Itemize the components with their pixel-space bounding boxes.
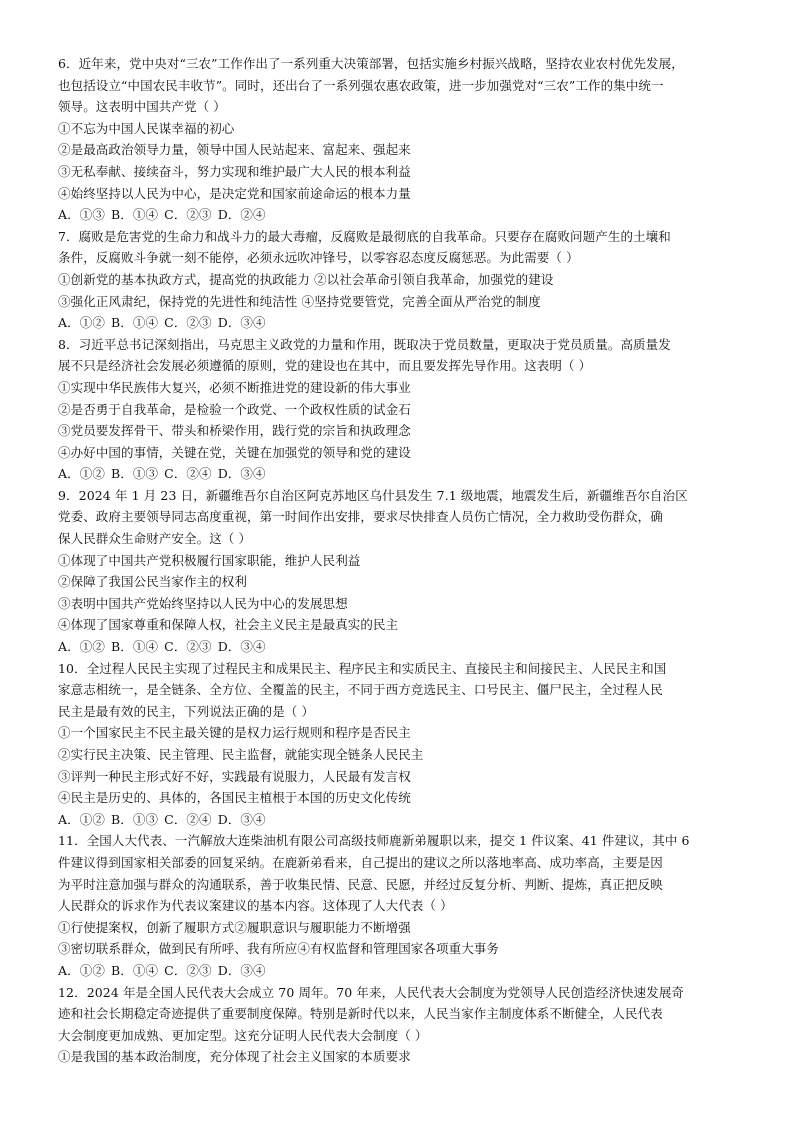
question-stem-line: 展不只是经济社会发展必须遵循的原则，党的建设也在其中，而且要发挥先导作用。这表明（ ）: [58, 358, 592, 374]
option-item: ①创新党的基本执政方式，提高党的执政能力 ②以社会革命引领自我革命，加强党的建设: [58, 271, 554, 287]
question-8: [58, 334, 749, 485]
option-item: ④始终坚持以人民为中心，是决定党和国家前途命运的根本力量: [58, 185, 411, 201]
question-stem-line: 保人民群众生命财产安全。这（ ）: [58, 531, 252, 547]
question-12: [58, 982, 749, 1068]
question-stem-line: 10．全过程人民民主实现了过程民主和成果民主、程序民主和实质民主、直接民主和间接民主、人民民主和国: [58, 660, 667, 676]
question-stem-line: 为平时注意加强与群众的沟通联系，善于收集民情、民意、民愿，并经过反复分析、判断、提炼，真正把反映: [58, 876, 663, 892]
option-item: ③评判一种民主形式好不好，实践最有说服力，人民最有发言权: [58, 768, 411, 784]
option-item: ②是最高政治领导力量，领导中国人民站起来、富起来、强起来: [58, 142, 411, 158]
option-item: ②是否勇于自我革命，是检验一个政党、一个政权性质的试金石: [58, 401, 411, 417]
option-item: ②实行民主决策、民主管理、民主监督，就能实现全链条人民民主: [58, 747, 424, 762]
question-stem-line: 大会制度更加成熟、更加定型。这充分证明人民代表大会制度（ ）: [58, 1027, 428, 1043]
question-7: [58, 226, 749, 334]
question-stem-line: 领导。这表明中国共产党（ ）: [58, 99, 226, 115]
answer-choices: A．①② B．①④ C．②③ D．③④: [58, 962, 266, 978]
question-stem-line: 党委、政府主要领导同志高度重视，第一时间作出安排，要求尽快排查人员伤亡情况，全力救助受伤群众，确: [58, 509, 663, 525]
option-item: ④体现了国家尊重和保障人权，社会主义民主是最真实的民主: [58, 617, 399, 633]
question-stem-line: 人民群众的诉求作为代表议案建议的基本内容。这体现了人大代表（ ）: [58, 898, 453, 914]
option-item: ①实现中华民族伟大复兴，必须不断推进党的建设新的伟大事业: [58, 379, 411, 395]
question-9: [58, 485, 749, 658]
option-item: ③密切联系群众，做到民有所呼、我有所应④有权监督和管理国家各项重大事务: [58, 941, 500, 957]
question-11: [58, 830, 749, 981]
answer-choices: A．①② B．①④ C．②③ D．③④: [58, 639, 266, 655]
answer-choices: A．①② B．①③ C．②④ D．③④: [58, 811, 266, 827]
question-stem-line: 6．近年来，党中央对“三农”工作作出了一系列重大决策部署，包括实施乡村振兴战略，坚持农业农村优先发展，: [58, 56, 684, 71]
answer-choices: A．①② B．①③ C．②④ D．③④: [58, 466, 266, 482]
option-item: ①不忘为中国人民谋幸福的初心: [58, 120, 235, 136]
option-item: ③表明中国共产党始终坚持以人民为中心的发展思想: [58, 595, 348, 611]
question-stem-line: 7．腐败是危害党的生命力和战斗力的最大毒瘤，反腐败是最彻底的自我革命。只要存在腐败问题产生的土壤和: [58, 228, 671, 244]
question-stem-line: 9．2024 年 1 月 23 日，新疆维吾尔自治区阿克苏地区乌什县发生 7.1 级地震，地震发生后，新疆维吾尔自治区: [58, 487, 688, 503]
option-item: ①一个国家民主不民主最关键的是权力运行规则和程序是否民主: [58, 725, 411, 741]
option-item: ④民主是历史的、具体的，各国民主植根于本国的历史文化传统: [58, 790, 411, 806]
question-stem-line: 8．习近平总书记深刻指出，马克思主义政党的力量和作用，既取决于党员数量，更取决于党员质量。高质量发: [58, 336, 671, 352]
question-stem-line: 也包括设立“中国农民丰收节”。同时，还出台了一系列强农惠农政策，进一步加强党对“三农”工作的集中统一: [58, 77, 664, 93]
option-item: ②保障了我国公民当家作主的权利: [58, 574, 248, 590]
option-item: ①体现了中国共产党积极履行国家职能，维护人民利益: [58, 552, 361, 568]
answer-choices: A．①② B．①④ C．②③ D．③④: [58, 315, 266, 331]
answer-choices: A．①③ B．①④ C．②③ D．②④: [58, 207, 266, 223]
option-item: ③党员要发挥骨干、带头和桥梁作用，践行党的宗旨和执政理念: [58, 423, 411, 439]
question-stem-line: 家意志相统一，是全链条、全方位、全覆盖的民主，不同于西方竞选民主、口号民主、僵尸民主，全过程人民: [58, 682, 663, 698]
question-stem-line: 11．全国人大代表、一汽解放大连柴油机有限公司高级技师鹿新弟履职以来，提交 1 件议案、41 件建议，其中 6: [58, 833, 690, 849]
question-stem-line: 民主是最有效的民主，下列说法正确的是（ ）: [58, 703, 315, 719]
question-stem-line: 件建议得到国家相关部委的回复采纳。在鹿新弟看来，自己提出的建议之所以落地率高、成功率高，主要是因: [58, 854, 663, 870]
option-item: ③无私奉献、接续奋斗，努力实现和维护最广大人民的根本利益: [58, 163, 411, 179]
question-10: [58, 658, 749, 831]
question-stem-line: 条件，反腐败斗争就一刻不能停，必须永远吹冲锋号，以零容忍态度反腐惩恶。为此需要（ ）: [58, 250, 579, 266]
option-item: ①是我国的基本政治制度，充分体现了社会主义国家的本质要求: [58, 1049, 411, 1065]
option-item: ①行使提案权，创新了履职方式②履职意识与履职能力不断增强: [58, 919, 411, 935]
option-item: ③强化正风肃纪，保持党的先进性和纯洁性 ④坚持党要管党，完善全面从严治党的制度: [58, 293, 541, 309]
option-item: ④办好中国的事情，关键在党，关键在加强党的领导和党的建设: [58, 444, 411, 460]
question-stem-line: 12．2024 年是全国人民代表大会成立 70 周年。70 年来，人民代表大会制度为党领导人民创造经济快速发展奇: [58, 984, 685, 1000]
question-6: [58, 53, 749, 226]
question-stem-line: 迹和社会长期稳定奇迹提供了重要制度保障。特别是新时代以来，人民当家作主制度体系不断健全，人民代表: [58, 1006, 663, 1022]
